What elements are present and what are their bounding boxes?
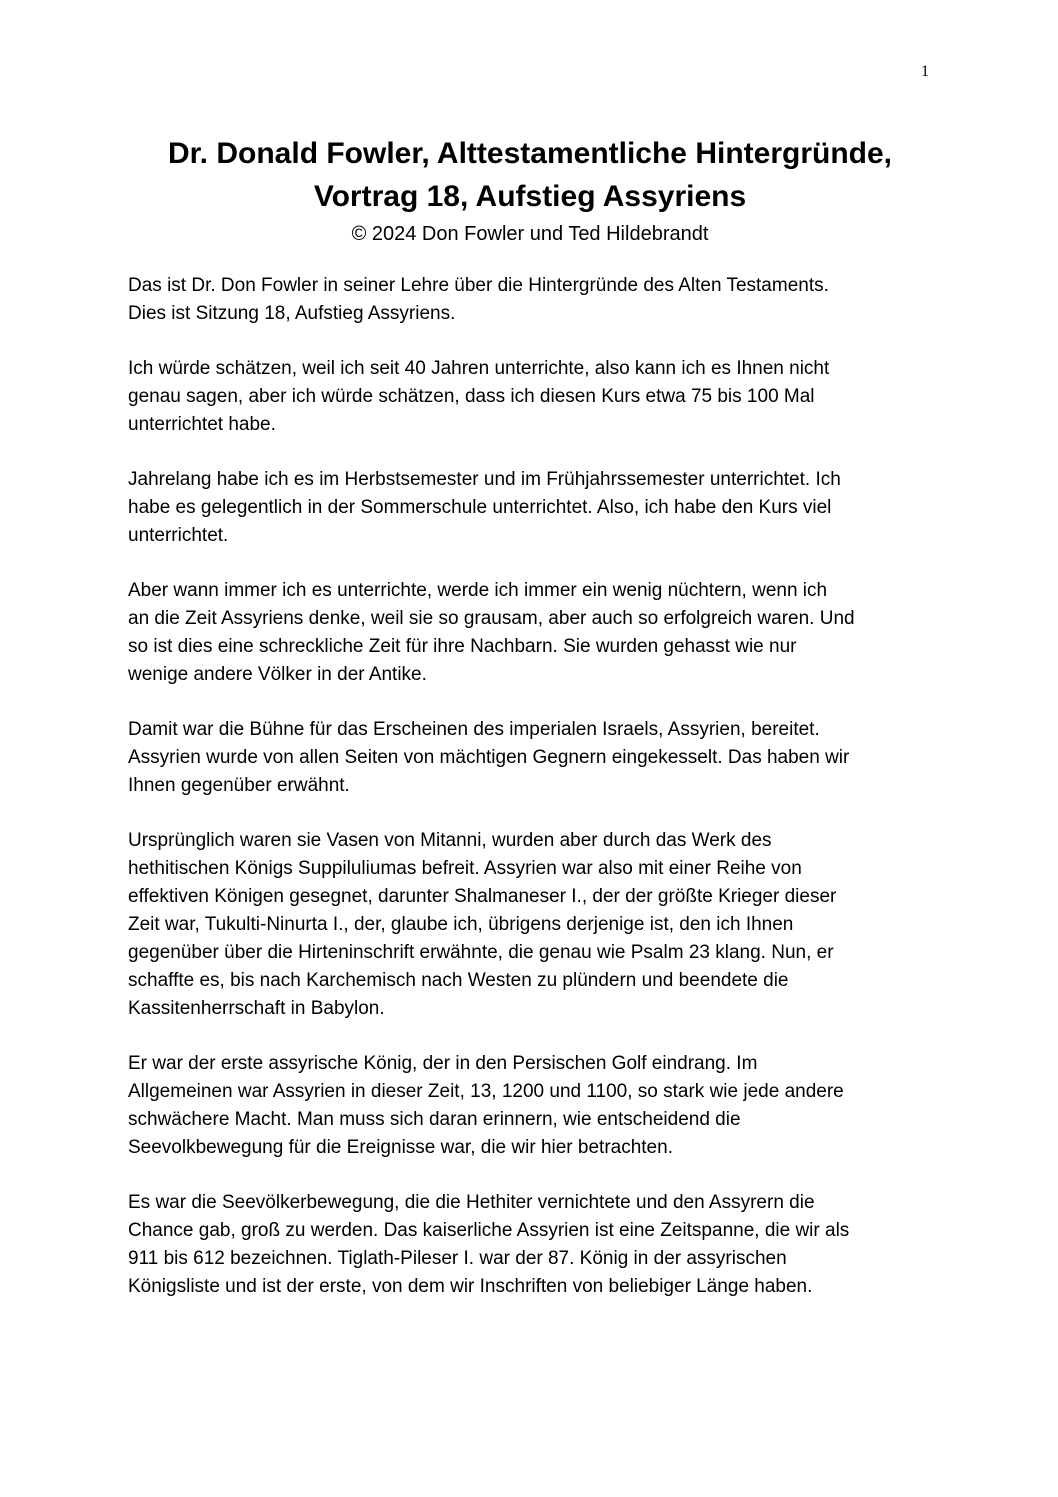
text-line: 911 bis 612 bezeichnen. Tiglath-Pileser I. war der 87. König in der assyrischen [128,1248,787,1269]
text-line: wenige andere Völker in der Antike. [128,664,427,685]
text-line: Ich würde schätzen, weil ich seit 40 Jahren unterrichte, also kann ich es Ihnen nicht [128,358,830,379]
paragraph [128,466,938,550]
text-line: schaffte es, bis nach Karchemisch nach Westen zu plündern und beendete die [128,970,789,991]
text-line: gegenüber über die Hirteninschrift erwähnte, die genau wie Psalm 23 klang. Nun, er [128,942,834,963]
document-title [100,132,960,218]
text-line: Ihnen gegenüber erwähnt. [128,775,350,796]
paragraph [128,577,938,689]
text-line: Das ist Dr. Don Fowler in seiner Lehre über die Hintergründe des Alten Testaments. [128,275,829,296]
text-line: Zeit war, Tukulti-Ninurta I., der, glaube ich, übrigens derjenige ist, den ich Ihnen [128,914,794,935]
text-line: unterrichtet habe. [128,414,276,435]
title-line: Vortrag 18, Aufstieg Assyriens [313,180,747,213]
page-number: 1 [921,63,929,80]
text-line: effektiven Königen gesegnet, darunter Shalmaneser I., der der größte Krieger dieser [128,886,837,907]
text-line: Allgemeinen war Assyrien in dieser Zeit, 13, 1200 und 1100, so stark wie jede andere [128,1081,844,1102]
text-line: Aber wann immer ich es unterrichte, werde ich immer ein wenig nüchtern, wenn ich [128,580,828,601]
text-line: Er war der erste assyrische König, der in den Persischen Golf eindrang. Im [128,1053,758,1074]
text-line: an die Zeit Assyriens denke, weil sie so grausam, aber auch so erfolgreich waren. Und [128,608,855,629]
text-line: Es war die Seevölkerbewegung, die die Hethiter vernichtete und den Assyrern die [128,1192,815,1213]
body-text [128,272,938,1328]
text-line: Damit war die Bühne für das Erscheinen des imperialen Israels, Assyrien, bereitet. [128,719,820,740]
paragraph [128,1189,938,1301]
text-line: Königsliste und ist der erste, von dem wir Inschriften von beliebiger Länge haben. [128,1276,813,1297]
text-line: schwächere Macht. Man muss sich daran erinnern, wie entscheidend die [128,1109,741,1130]
text-line: Ursprünglich waren sie Vasen von Mitanni, wurden aber durch das Werk des [128,830,772,851]
text-line: genau sagen, aber ich würde schätzen, dass ich diesen Kurs etwa 75 bis 100 Mal [128,386,815,407]
text-line: Chance gab, groß zu werden. Das kaiserliche Assyrien ist eine Zeitspanne, die wir als [128,1220,850,1241]
paragraph [128,1050,938,1162]
copyright-notice: © 2024 Don Fowler und Ted Hildebrandt [351,223,709,245]
text-line: so ist dies eine schreckliche Zeit für ihre Nachbarn. Sie wurden gehasst wie nur [128,636,797,657]
paragraph [128,716,938,800]
text-line: Kassitenherrschaft in Babylon. [128,998,385,1019]
text-line: Seevolkbewegung für die Ereignisse war, die wir hier betrachten. [128,1137,673,1158]
text-line: Assyrien wurde von allen Seiten von mächtigen Gegnern eingekesselt. Das haben wir [128,747,850,768]
paragraph [128,355,938,439]
paragraph [128,272,938,328]
text-line: Dies ist Sitzung 18, Aufstieg Assyriens. [128,303,456,324]
text-line: hethitischen Königs Suppiluliumas befreit. Assyrien war also mit einer Reihe von [128,858,802,879]
text-line: Jahrelang habe ich es im Herbstsemester und im Frühjahrssemester unterrichtet. Ich [128,469,841,490]
title-line: Dr. Donald Fowler, Alttestamentliche Hintergründe, [168,137,892,170]
text-line: habe es gelegentlich in der Sommerschule unterrichtet. Also, ich habe den Kurs viel [128,497,832,518]
paragraph [128,827,938,1023]
text-line: unterrichtet. [128,525,229,546]
